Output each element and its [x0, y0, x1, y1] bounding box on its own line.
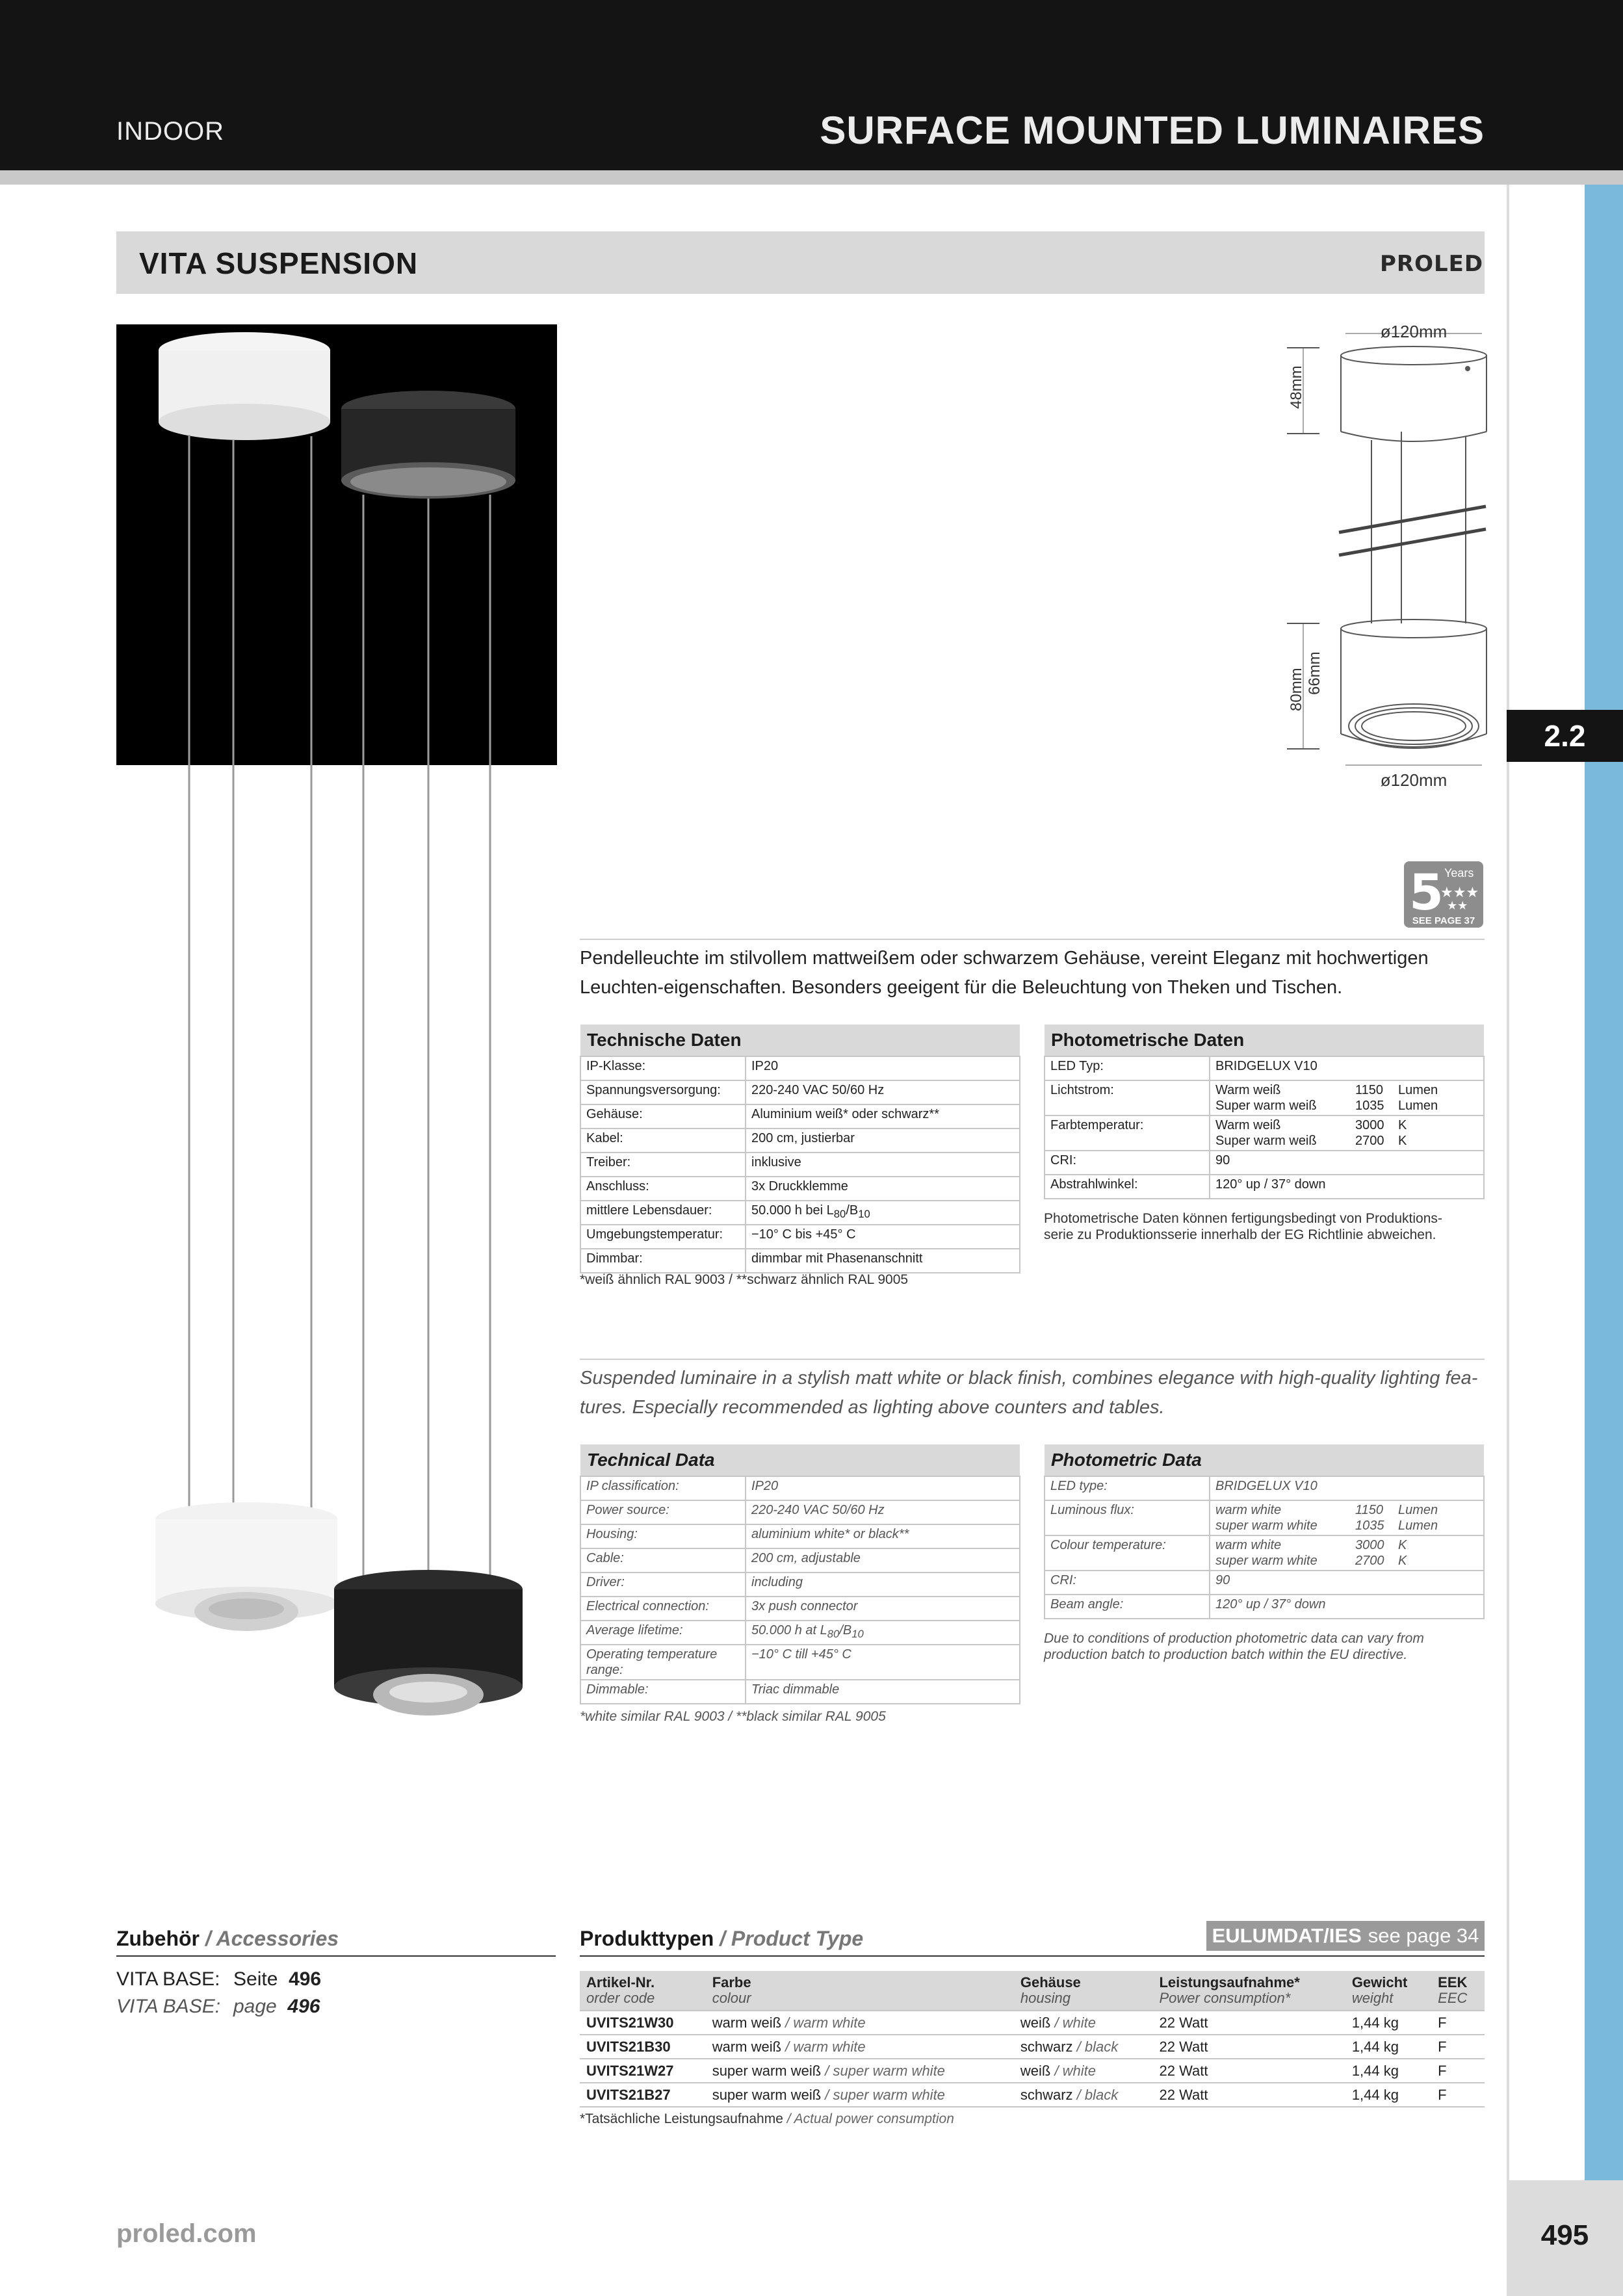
margin-line [1507, 185, 1509, 2296]
spec-value-flux: Warm weiß 1150 Lumen Super warm weiß 1035 Lumen [1210, 1080, 1484, 1115]
spec-key: IP-Klasse: [580, 1056, 746, 1080]
spec-value: 200 cm, adjustable [746, 1548, 1020, 1572]
spec-key: Housing: [580, 1524, 746, 1548]
spec-key: LED Typ: [1045, 1056, 1210, 1080]
spec-key: Lichtstrom: [1045, 1080, 1210, 1115]
spec-value-temp: Warm weiß 3000 K Super warm weiß 2700 K [1210, 1115, 1484, 1151]
spec-key: Umgebungstemperatur: [580, 1225, 746, 1249]
top-diameter-label: ø120mm [1380, 322, 1448, 341]
spec-value-lifetime: 50.000 h at $L_{80}/B_{10}$ [746, 1621, 1020, 1645]
col-order-code: Artikel-Nr. order code [580, 1971, 706, 2011]
spec-value-temp: warm white 3000 K super warm white 2700 K [1210, 1535, 1484, 1571]
spec-value: Triac dimmable [746, 1680, 1020, 1704]
spec-key: Electrical connection: [580, 1597, 746, 1621]
spec-key: Kabel: [580, 1128, 746, 1153]
product-table [580, 1971, 1485, 2107]
col-weight: Gewicht weight [1345, 1971, 1431, 2011]
tech-table-de [580, 1024, 1020, 1273]
category-label: INDOOR [116, 117, 224, 146]
divider [116, 1955, 556, 1957]
description-en: Suspended luminaire in a stylish matt white or black finish, combines elegance with high-quality lighting fea-tures. Especially recommended as lighting above counters and tables. [580, 1368, 1478, 1418]
spec-key: Beam angle: [1045, 1595, 1210, 1619]
spec-value: 200 cm, justierbar [746, 1128, 1020, 1153]
tech-footnote-en: *white similar RAL 9003 / **black similar RAL 9005 [580, 1709, 886, 1724]
header-strip [0, 170, 1623, 185]
order-code: UVITS21B30 [580, 2035, 706, 2059]
spec-value: inklusive [746, 1153, 1020, 1177]
spec-value: 3x push connector [746, 1597, 1020, 1621]
spec-value: 3x Druckklemme [746, 1177, 1020, 1201]
spec-value: −10° C bis +45° C [746, 1225, 1020, 1249]
photometric-table-en [1044, 1444, 1485, 1619]
spec-value-flux: warm white 1150 Lumen super warm white 1035 Lumen [1210, 1500, 1484, 1535]
spec-key: Farbtemperatur: [1045, 1115, 1210, 1151]
section-tab[interactable]: 2.2 [1507, 710, 1623, 762]
spec-key: CRI: [1045, 1151, 1210, 1175]
table-row: UVITS21B27 super warm weiß / super warm white schwarz / black 22 Watt 1,44 kg F [580, 2083, 1485, 2107]
product-title: VITA SUSPENSION [139, 246, 419, 280]
product-photo [116, 324, 557, 765]
col-colour: Farbe colour [706, 1971, 1014, 2011]
warranty-number: 5 [1409, 863, 1444, 921]
spec-key: Treiber: [580, 1153, 746, 1177]
spec-value: −10° C till +45° C [746, 1645, 1020, 1680]
spec-value: 220-240 VAC 50/60 Hz [746, 1080, 1020, 1104]
accessories-heading: Zubehör / Accessories [116, 1927, 339, 1950]
section-title: SURFACE MOUNTED LUMINAIRES [820, 109, 1485, 152]
spec-value: 120° up / 37° down [1210, 1175, 1484, 1199]
warranty-badge [1404, 861, 1483, 928]
photometric-title-de: Photometrische Daten [1045, 1024, 1484, 1056]
photometric-title-en: Photometric Data [1045, 1444, 1484, 1476]
bottom-diameter-label: ø120mm [1380, 770, 1448, 790]
spec-key: Cable: [580, 1548, 746, 1572]
spec-value: IP20 [746, 1476, 1020, 1500]
spec-value-lifetime: 50.000 h bei $L_{80}/B_{10}$ [746, 1201, 1020, 1225]
spec-key: Anschluss: [580, 1177, 746, 1201]
spec-key: IP classification: [580, 1476, 746, 1500]
dimension-drawing [1267, 318, 1488, 799]
spec-value: 220-240 VAC 50/60 Hz [746, 1500, 1020, 1524]
page-number: 495 [1540, 2219, 1589, 2251]
height-label-48: 48mm [1288, 365, 1305, 409]
photometric-table-de [1044, 1024, 1485, 1199]
spec-key: Gehäuse: [580, 1104, 746, 1128]
spec-key: Driver: [580, 1572, 746, 1597]
spec-value: BRIDGELUX V10 [1210, 1056, 1484, 1080]
spec-key: Spannungsversorgung: [580, 1080, 746, 1104]
spec-value: aluminium white* or black** [746, 1524, 1020, 1548]
spec-key: Dimmable: [580, 1680, 746, 1704]
photometric-note-de: Photometrische Daten können fertigungsbedingt von Produktions-serie zu Produktionsserie innerhalb der EG Richtlinie abweichen. [1044, 1211, 1442, 1242]
footer-url[interactable]: proled.com [116, 2219, 257, 2248]
spec-key: Average lifetime: [580, 1621, 746, 1645]
product-types-heading: Produkttypen / Product Type [580, 1927, 864, 1950]
spec-key: Colour temperature: [1045, 1535, 1210, 1571]
spec-key: Dimmbar: [580, 1249, 746, 1273]
height-label-80: 80mm [1288, 668, 1305, 711]
spec-key: Operating temperature range: [580, 1645, 746, 1680]
tech-table-en [580, 1444, 1020, 1704]
spec-value: 120° up / 37° down [1210, 1595, 1484, 1619]
power-footnote: *Tatsächliche Leistungsaufnahme / Actual power consumption [580, 2111, 954, 2126]
spec-key: Abstrahlwinkel: [1045, 1175, 1210, 1199]
star-icon: ★★★ [1440, 884, 1479, 900]
divider [580, 939, 1485, 940]
spec-value: BRIDGELUX V10 [1210, 1476, 1484, 1500]
spec-key: LED type: [1045, 1476, 1210, 1500]
description-de: Pendelleuchte im stilvollem mattweißem oder schwarzem Gehäuse, vereint Eleganz mit hochwertigen Leuchten-eigenschaften. Besonders geeigent für die Beleuchtung von Theken und Tischen. [580, 948, 1429, 998]
spec-key: CRI: [1045, 1571, 1210, 1595]
spec-value: Aluminium weiß* oder schwarz** [746, 1104, 1020, 1128]
brand-logo: PROLED [1380, 251, 1484, 277]
table-row: UVITS21B30 warm weiß / warm white schwarz / black 22 Watt 1,44 kg F [580, 2035, 1485, 2059]
col-eek: EEK EEC [1431, 1971, 1485, 2011]
tech-title-en: Technical Data [580, 1444, 1020, 1476]
accessory-item[interactable]: VITA BASE: page 496 [116, 1996, 320, 2017]
spec-value: including [746, 1572, 1020, 1597]
divider [580, 1955, 1485, 1957]
chapter-color-bar [1585, 185, 1623, 2180]
order-code: UVITS21B27 [580, 2083, 706, 2107]
table-row: UVITS21W27 super warm weiß / super warm white weiß / white 22 Watt 1,44 kg F [580, 2059, 1485, 2083]
table-row: UVITS21W30 warm weiß / warm white weiß / white 22 Watt 1,44 kg F [580, 2011, 1485, 2035]
divider [580, 1359, 1485, 1360]
spec-value: 90 [1210, 1151, 1484, 1175]
spec-key: Power source: [580, 1500, 746, 1524]
spec-key: mittlere Lebensdauer: [580, 1201, 746, 1225]
col-power: Leistungsaufnahme* Power consumption* [1152, 1971, 1345, 2011]
col-housing: Gehäuse housing [1014, 1971, 1153, 2011]
star-icon: ★★ [1447, 899, 1468, 912]
tech-title-de: Technische Daten [580, 1024, 1020, 1056]
spec-value: 90 [1210, 1571, 1484, 1595]
spec-value: IP20 [746, 1056, 1020, 1080]
height-label-66: 66mm [1306, 651, 1323, 695]
accessory-item[interactable]: VITA BASE: Seite 496 [116, 1968, 322, 1990]
warranty-years: Years [1444, 867, 1474, 880]
photometric-note-en: Due to conditions of production photometric data can vary from production batch to production batch within the EU directive. [1044, 1631, 1424, 1662]
eulumdat-link[interactable]: EULUMDAT/IES see page 34 [1206, 1921, 1485, 1951]
spec-value: dimmbar mit Phasenanschnitt [746, 1249, 1020, 1273]
product-photo-luminaires [116, 765, 584, 1740]
tech-footnote-de: *weiß ähnlich RAL 9003 / **schwarz ähnlich RAL 9005 [580, 1272, 909, 1287]
spec-key: Luminous flux: [1045, 1500, 1210, 1535]
warranty-see-page: SEE PAGE 37 [1412, 915, 1475, 926]
order-code: UVITS21W30 [580, 2011, 706, 2035]
order-code: UVITS21W27 [580, 2059, 706, 2083]
